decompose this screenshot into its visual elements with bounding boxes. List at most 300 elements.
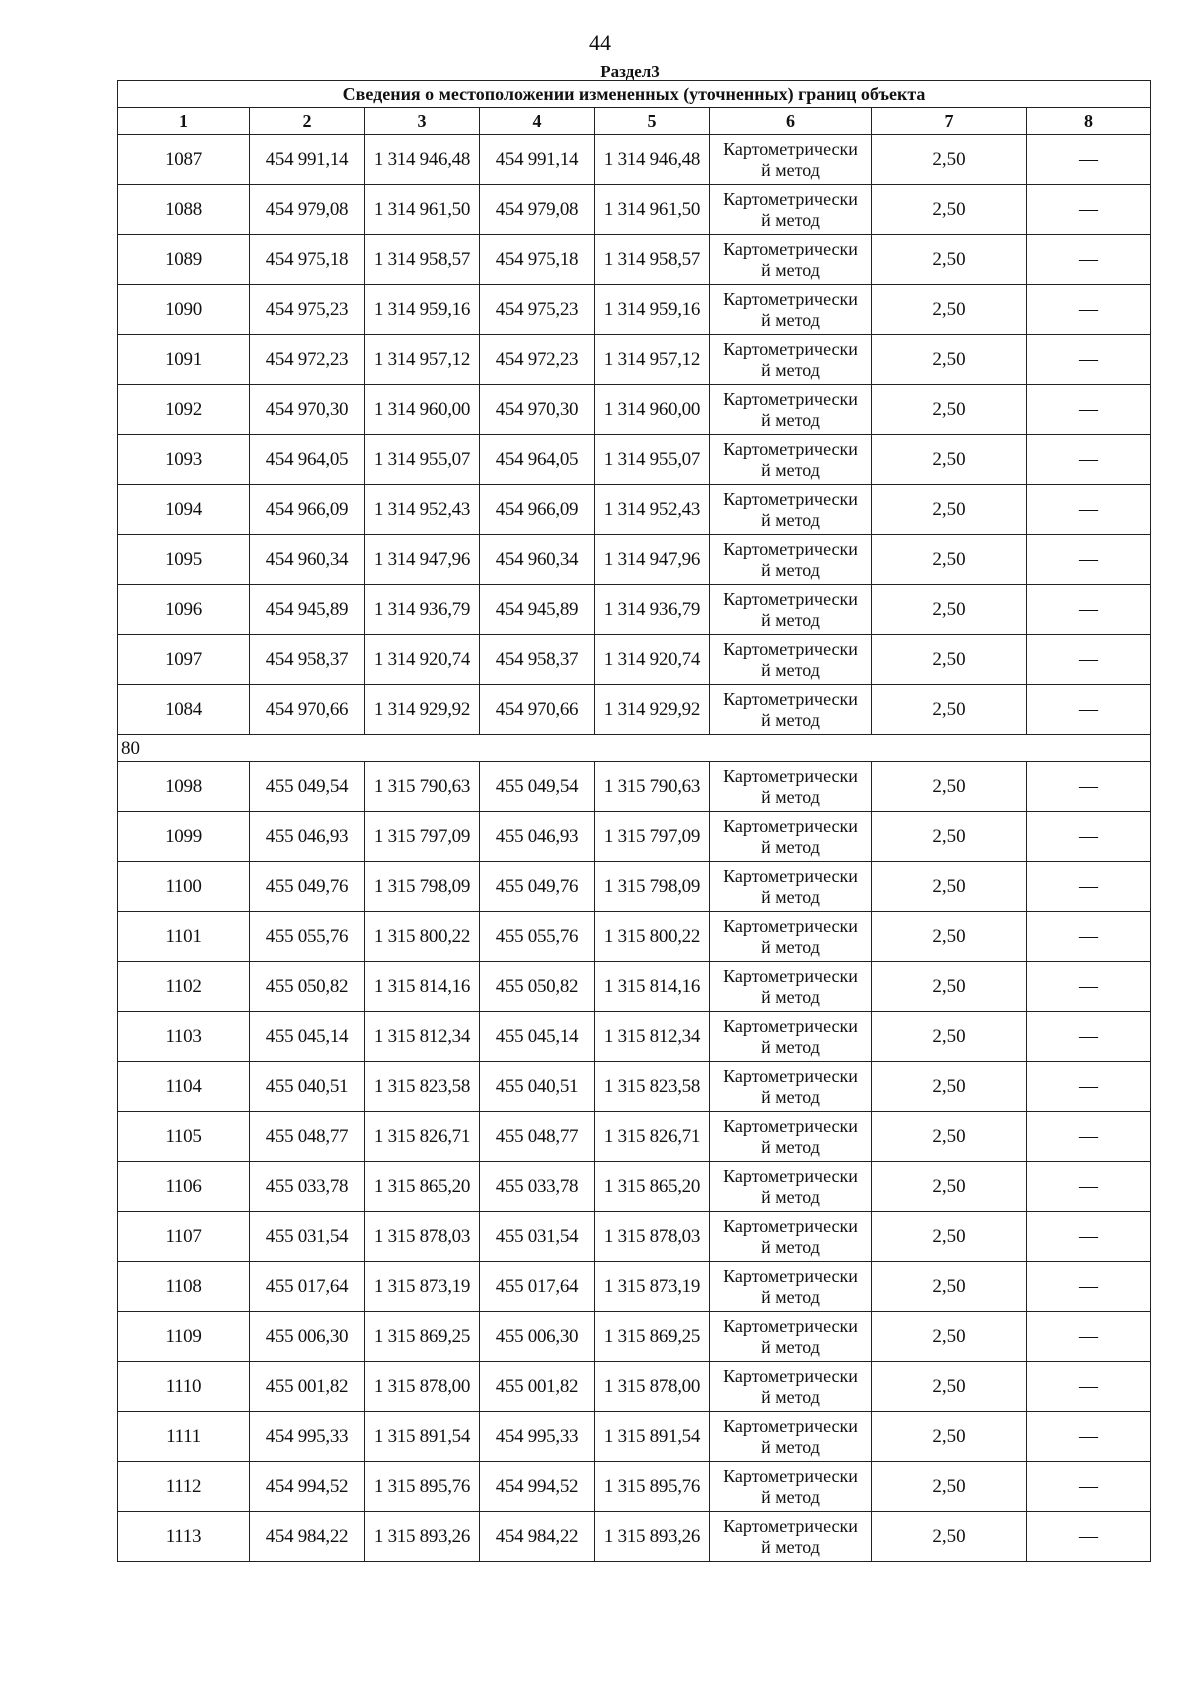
table-caption: Сведения о местоположении измененных (уточненных) границ объекта xyxy=(118,81,1151,108)
method-cell xyxy=(710,1512,872,1562)
method-cell xyxy=(710,135,872,185)
method-line1: Картометрически xyxy=(723,588,858,609)
new-y: 1 315 895,76 xyxy=(595,1462,710,1512)
empty-mark: — xyxy=(1027,912,1151,962)
empty-mark: — xyxy=(1027,1312,1151,1362)
new-y: 1 315 873,19 xyxy=(595,1262,710,1312)
new-x: 455 031,54 xyxy=(480,1212,595,1262)
column-header: 4 xyxy=(480,108,595,135)
accuracy: 2,50 xyxy=(872,1212,1027,1262)
new-y: 1 315 823,58 xyxy=(595,1062,710,1112)
point-number: 1105 xyxy=(118,1112,250,1162)
method-line1: Картометрически xyxy=(723,238,858,259)
table-row xyxy=(118,485,1151,535)
method-line2: й метод xyxy=(761,709,820,730)
existing-y: 1 314 936,79 xyxy=(365,585,480,635)
method-line1: Картометрически xyxy=(723,1215,858,1236)
empty-mark: — xyxy=(1027,585,1151,635)
method-cell xyxy=(710,235,872,285)
new-x: 454 975,18 xyxy=(480,235,595,285)
new-x: 455 045,14 xyxy=(480,1012,595,1062)
method-cell xyxy=(710,1212,872,1262)
point-number: 1091 xyxy=(118,335,250,385)
method-line1: Картометрически xyxy=(723,438,858,459)
method-line1: Картометрически xyxy=(723,638,858,659)
new-y: 1 315 893,26 xyxy=(595,1512,710,1562)
method-cell xyxy=(710,1412,872,1462)
section-title: Раздел3 xyxy=(600,62,660,81)
column-header: 1 xyxy=(118,108,250,135)
existing-y: 1 314 960,00 xyxy=(365,385,480,435)
new-x: 454 991,14 xyxy=(480,135,595,185)
new-y: 1 314 952,43 xyxy=(595,485,710,535)
point-number: 1111 xyxy=(118,1412,250,1462)
empty-mark: — xyxy=(1027,435,1151,485)
table-row xyxy=(118,862,1151,912)
existing-x: 454 995,33 xyxy=(250,1412,365,1462)
method-line1: Картометрически xyxy=(723,1515,858,1536)
table-row xyxy=(118,1012,1151,1062)
table-header-row xyxy=(118,108,1151,135)
empty-mark: — xyxy=(1027,962,1151,1012)
new-y: 1 314 920,74 xyxy=(595,635,710,685)
table-row xyxy=(118,1512,1151,1562)
column-header: 3 xyxy=(365,108,480,135)
existing-x: 454 970,66 xyxy=(250,685,365,735)
method-line2: й метод xyxy=(761,309,820,330)
existing-y: 1 315 812,34 xyxy=(365,1012,480,1062)
new-y: 1 315 878,03 xyxy=(595,1212,710,1262)
existing-x: 455 055,76 xyxy=(250,912,365,962)
existing-y: 1 314 961,50 xyxy=(365,185,480,235)
method-line2: й метод xyxy=(761,836,820,857)
method-line2: й метод xyxy=(761,1236,820,1257)
new-x: 455 006,30 xyxy=(480,1312,595,1362)
existing-y: 1 315 873,19 xyxy=(365,1262,480,1312)
empty-mark: — xyxy=(1027,1412,1151,1462)
new-y: 1 314 929,92 xyxy=(595,685,710,735)
new-y: 1 315 797,09 xyxy=(595,812,710,862)
point-number: 1088 xyxy=(118,185,250,235)
point-number: 1112 xyxy=(118,1462,250,1512)
new-y: 1 314 958,57 xyxy=(595,235,710,285)
point-number: 1098 xyxy=(118,762,250,812)
method-line2: й метод xyxy=(761,509,820,530)
method-line1: Картометрически xyxy=(723,915,858,936)
new-y: 1 315 814,16 xyxy=(595,962,710,1012)
method-line2: й метод xyxy=(761,559,820,580)
column-header: 7 xyxy=(872,108,1027,135)
existing-y: 1 314 920,74 xyxy=(365,635,480,685)
existing-x: 454 960,34 xyxy=(250,535,365,585)
table-row xyxy=(118,535,1151,585)
empty-mark: — xyxy=(1027,862,1151,912)
method-cell xyxy=(710,435,872,485)
method-cell xyxy=(710,335,872,385)
new-y: 1 315 891,54 xyxy=(595,1412,710,1462)
table-row xyxy=(118,912,1151,962)
method-line1: Картометрически xyxy=(723,1465,858,1486)
existing-y: 1 315 797,09 xyxy=(365,812,480,862)
accuracy: 2,50 xyxy=(872,485,1027,535)
existing-x: 454 994,52 xyxy=(250,1462,365,1512)
table-row xyxy=(118,635,1151,685)
new-y: 1 315 878,00 xyxy=(595,1362,710,1412)
table-row xyxy=(118,1312,1151,1362)
empty-mark: — xyxy=(1027,1362,1151,1412)
new-y: 1 315 800,22 xyxy=(595,912,710,962)
method-line1: Картометрически xyxy=(723,1315,858,1336)
existing-y: 1 314 955,07 xyxy=(365,435,480,485)
method-cell xyxy=(710,962,872,1012)
new-x: 454 979,08 xyxy=(480,185,595,235)
empty-mark: — xyxy=(1027,1212,1151,1262)
method-line1: Картометрически xyxy=(723,865,858,886)
accuracy: 2,50 xyxy=(872,685,1027,735)
method-cell xyxy=(710,285,872,335)
existing-x: 455 040,51 xyxy=(250,1062,365,1112)
table-row xyxy=(118,1212,1151,1262)
method-cell xyxy=(710,635,872,685)
method-line2: й метод xyxy=(761,1286,820,1307)
empty-mark: — xyxy=(1027,385,1151,435)
accuracy: 2,50 xyxy=(872,762,1027,812)
method-line2: й метод xyxy=(761,1486,820,1507)
accuracy: 2,50 xyxy=(872,1112,1027,1162)
existing-y: 1 315 878,00 xyxy=(365,1362,480,1412)
point-number: 1092 xyxy=(118,385,250,435)
existing-x: 455 048,77 xyxy=(250,1112,365,1162)
new-y: 1 315 826,71 xyxy=(595,1112,710,1162)
table-row xyxy=(118,585,1151,635)
point-number: 1094 xyxy=(118,485,250,535)
existing-y: 1 314 957,12 xyxy=(365,335,480,385)
new-x: 454 945,89 xyxy=(480,585,595,635)
method-cell xyxy=(710,1162,872,1212)
accuracy: 2,50 xyxy=(872,1162,1027,1212)
table-row xyxy=(118,1262,1151,1312)
table-row xyxy=(118,335,1151,385)
group-label-row xyxy=(118,735,1151,762)
existing-y: 1 315 823,58 xyxy=(365,1062,480,1112)
point-number: 1104 xyxy=(118,1062,250,1112)
method-line2: й метод xyxy=(761,936,820,957)
existing-x: 454 979,08 xyxy=(250,185,365,235)
table-caption-row xyxy=(118,81,1151,108)
boundary-coordinates-table xyxy=(117,80,1151,1562)
method-cell xyxy=(710,1112,872,1162)
empty-mark: — xyxy=(1027,1512,1151,1562)
method-line1: Картометрически xyxy=(723,815,858,836)
point-number: 1102 xyxy=(118,962,250,1012)
column-header: 8 xyxy=(1027,108,1151,135)
point-number: 1089 xyxy=(118,235,250,285)
point-number: 1090 xyxy=(118,285,250,335)
new-y: 1 314 947,96 xyxy=(595,535,710,585)
method-line2: й метод xyxy=(761,1536,820,1557)
existing-x: 454 966,09 xyxy=(250,485,365,535)
point-number: 1113 xyxy=(118,1512,250,1562)
new-x: 455 049,76 xyxy=(480,862,595,912)
new-x: 454 972,23 xyxy=(480,335,595,385)
empty-mark: — xyxy=(1027,285,1151,335)
accuracy: 2,50 xyxy=(872,1062,1027,1112)
method-line1: Картометрически xyxy=(723,1115,858,1136)
column-header: 6 xyxy=(710,108,872,135)
accuracy: 2,50 xyxy=(872,535,1027,585)
accuracy: 2,50 xyxy=(872,862,1027,912)
empty-mark: — xyxy=(1027,812,1151,862)
new-y: 1 314 959,16 xyxy=(595,285,710,335)
empty-mark: — xyxy=(1027,1062,1151,1112)
method-cell xyxy=(710,685,872,735)
method-line1: Картометрически xyxy=(723,765,858,786)
empty-mark: — xyxy=(1027,685,1151,735)
method-cell xyxy=(710,1362,872,1412)
existing-x: 454 958,37 xyxy=(250,635,365,685)
method-line2: й метод xyxy=(761,1436,820,1457)
existing-y: 1 315 895,76 xyxy=(365,1462,480,1512)
point-number: 1106 xyxy=(118,1162,250,1212)
empty-mark: — xyxy=(1027,535,1151,585)
method-line2: й метод xyxy=(761,659,820,680)
table-row xyxy=(118,762,1151,812)
method-line1: Картометрически xyxy=(723,338,858,359)
method-cell xyxy=(710,812,872,862)
new-x: 455 055,76 xyxy=(480,912,595,962)
method-cell xyxy=(710,1312,872,1362)
existing-y: 1 315 865,20 xyxy=(365,1162,480,1212)
existing-x: 455 050,82 xyxy=(250,962,365,1012)
column-header: 2 xyxy=(250,108,365,135)
group-label: 80 xyxy=(118,735,1151,762)
accuracy: 2,50 xyxy=(872,185,1027,235)
accuracy: 2,50 xyxy=(872,812,1027,862)
method-line1: Картометрически xyxy=(723,488,858,509)
new-x: 454 964,05 xyxy=(480,435,595,485)
existing-y: 1 315 878,03 xyxy=(365,1212,480,1262)
new-x: 455 050,82 xyxy=(480,962,595,1012)
point-number: 1103 xyxy=(118,1012,250,1062)
new-y: 1 314 960,00 xyxy=(595,385,710,435)
existing-y: 1 315 826,71 xyxy=(365,1112,480,1162)
empty-mark: — xyxy=(1027,485,1151,535)
table-row xyxy=(118,812,1151,862)
new-x: 455 040,51 xyxy=(480,1062,595,1112)
existing-y: 1 315 790,63 xyxy=(365,762,480,812)
accuracy: 2,50 xyxy=(872,962,1027,1012)
existing-x: 454 984,22 xyxy=(250,1512,365,1562)
table-row xyxy=(118,1412,1151,1462)
method-line1: Картометрически xyxy=(723,1415,858,1436)
new-y: 1 314 955,07 xyxy=(595,435,710,485)
new-x: 455 048,77 xyxy=(480,1112,595,1162)
method-line2: й метод xyxy=(761,1136,820,1157)
existing-y: 1 315 893,26 xyxy=(365,1512,480,1562)
existing-y: 1 315 798,09 xyxy=(365,862,480,912)
method-line2: й метод xyxy=(761,886,820,907)
new-x: 455 033,78 xyxy=(480,1162,595,1212)
method-cell xyxy=(710,1012,872,1062)
method-line1: Картометрически xyxy=(723,388,858,409)
table-row xyxy=(118,135,1151,185)
point-number: 1096 xyxy=(118,585,250,635)
table-row xyxy=(118,1112,1151,1162)
accuracy: 2,50 xyxy=(872,912,1027,962)
method-line2: й метод xyxy=(761,986,820,1007)
accuracy: 2,50 xyxy=(872,1462,1027,1512)
new-x: 455 017,64 xyxy=(480,1262,595,1312)
existing-x: 454 975,23 xyxy=(250,285,365,335)
method-line1: Картометрически xyxy=(723,1365,858,1386)
method-cell xyxy=(710,1462,872,1512)
point-number: 1095 xyxy=(118,535,250,585)
new-y: 1 314 946,48 xyxy=(595,135,710,185)
new-x: 455 049,54 xyxy=(480,762,595,812)
existing-y: 1 314 959,16 xyxy=(365,285,480,335)
existing-y: 1 314 947,96 xyxy=(365,535,480,585)
method-cell xyxy=(710,185,872,235)
empty-mark: — xyxy=(1027,1262,1151,1312)
method-line2: й метод xyxy=(761,786,820,807)
new-x: 454 994,52 xyxy=(480,1462,595,1512)
existing-x: 454 970,30 xyxy=(250,385,365,435)
method-line2: й метод xyxy=(761,259,820,280)
accuracy: 2,50 xyxy=(872,135,1027,185)
method-line1: Картометрически xyxy=(723,1065,858,1086)
empty-mark: — xyxy=(1027,135,1151,185)
table-row xyxy=(118,435,1151,485)
method-line2: й метод xyxy=(761,359,820,380)
point-number: 1093 xyxy=(118,435,250,485)
empty-mark: — xyxy=(1027,335,1151,385)
table-row xyxy=(118,962,1151,1012)
method-line2: й метод xyxy=(761,609,820,630)
existing-y: 1 314 929,92 xyxy=(365,685,480,735)
method-line1: Картометрически xyxy=(723,1265,858,1286)
point-number: 1097 xyxy=(118,635,250,685)
accuracy: 2,50 xyxy=(872,235,1027,285)
new-y: 1 315 790,63 xyxy=(595,762,710,812)
accuracy: 2,50 xyxy=(872,385,1027,435)
method-line1: Картометрически xyxy=(723,1165,858,1186)
method-line1: Картометрически xyxy=(723,1015,858,1036)
accuracy: 2,50 xyxy=(872,1312,1027,1362)
empty-mark: — xyxy=(1027,762,1151,812)
method-line2: й метод xyxy=(761,1386,820,1407)
existing-y: 1 314 958,57 xyxy=(365,235,480,285)
new-y: 1 314 936,79 xyxy=(595,585,710,635)
empty-mark: — xyxy=(1027,1012,1151,1062)
method-cell xyxy=(710,535,872,585)
table-row xyxy=(118,1162,1151,1212)
accuracy: 2,50 xyxy=(872,1262,1027,1312)
empty-mark: — xyxy=(1027,1112,1151,1162)
method-line1: Картометрически xyxy=(723,688,858,709)
new-x: 454 958,37 xyxy=(480,635,595,685)
method-line2: й метод xyxy=(761,459,820,480)
existing-x: 455 017,64 xyxy=(250,1262,365,1312)
new-x: 454 984,22 xyxy=(480,1512,595,1562)
empty-mark: — xyxy=(1027,635,1151,685)
new-y: 1 315 812,34 xyxy=(595,1012,710,1062)
existing-x: 454 945,89 xyxy=(250,585,365,635)
method-cell xyxy=(710,585,872,635)
empty-mark: — xyxy=(1027,185,1151,235)
table-row xyxy=(118,285,1151,335)
method-line1: Картометрически xyxy=(723,188,858,209)
existing-x: 455 046,93 xyxy=(250,812,365,862)
accuracy: 2,50 xyxy=(872,1512,1027,1562)
method-line2: й метод xyxy=(761,1336,820,1357)
method-cell xyxy=(710,762,872,812)
accuracy: 2,50 xyxy=(872,585,1027,635)
method-line1: Картометрически xyxy=(723,965,858,986)
point-number: 1101 xyxy=(118,912,250,962)
method-line1: Картометрически xyxy=(723,538,858,559)
method-cell xyxy=(710,1262,872,1312)
point-number: 1099 xyxy=(118,812,250,862)
point-number: 1084 xyxy=(118,685,250,735)
new-x: 454 960,34 xyxy=(480,535,595,585)
point-number: 1108 xyxy=(118,1262,250,1312)
point-number: 1100 xyxy=(118,862,250,912)
table-row xyxy=(118,1362,1151,1412)
method-line2: й метод xyxy=(761,1186,820,1207)
table-row xyxy=(118,235,1151,285)
empty-mark: — xyxy=(1027,235,1151,285)
point-number: 1109 xyxy=(118,1312,250,1362)
column-header: 5 xyxy=(595,108,710,135)
existing-x: 454 991,14 xyxy=(250,135,365,185)
table-row xyxy=(118,685,1151,735)
existing-x: 455 045,14 xyxy=(250,1012,365,1062)
point-number: 1110 xyxy=(118,1362,250,1412)
empty-mark: — xyxy=(1027,1162,1151,1212)
method-cell xyxy=(710,912,872,962)
table-body xyxy=(118,81,1151,1562)
accuracy: 2,50 xyxy=(872,285,1027,335)
point-number: 1087 xyxy=(118,135,250,185)
new-y: 1 315 869,25 xyxy=(595,1312,710,1362)
table-row xyxy=(118,1062,1151,1112)
table-row xyxy=(118,1462,1151,1512)
accuracy: 2,50 xyxy=(872,435,1027,485)
new-y: 1 315 798,09 xyxy=(595,862,710,912)
method-cell xyxy=(710,385,872,435)
existing-x: 455 049,76 xyxy=(250,862,365,912)
new-x: 455 046,93 xyxy=(480,812,595,862)
existing-y: 1 315 869,25 xyxy=(365,1312,480,1362)
method-line2: й метод xyxy=(761,159,820,180)
existing-x: 455 006,30 xyxy=(250,1312,365,1362)
existing-x: 454 972,23 xyxy=(250,335,365,385)
existing-y: 1 315 814,16 xyxy=(365,962,480,1012)
new-y: 1 315 865,20 xyxy=(595,1162,710,1212)
empty-mark: — xyxy=(1027,1462,1151,1512)
existing-y: 1 314 946,48 xyxy=(365,135,480,185)
method-cell xyxy=(710,485,872,535)
new-y: 1 314 957,12 xyxy=(595,335,710,385)
table-row xyxy=(118,185,1151,235)
page-number: 44 xyxy=(589,30,611,55)
existing-x: 455 001,82 xyxy=(250,1362,365,1412)
existing-y: 1 315 800,22 xyxy=(365,912,480,962)
accuracy: 2,50 xyxy=(872,1362,1027,1412)
method-line2: й метод xyxy=(761,1086,820,1107)
new-x: 454 975,23 xyxy=(480,285,595,335)
method-line2: й метод xyxy=(761,409,820,430)
